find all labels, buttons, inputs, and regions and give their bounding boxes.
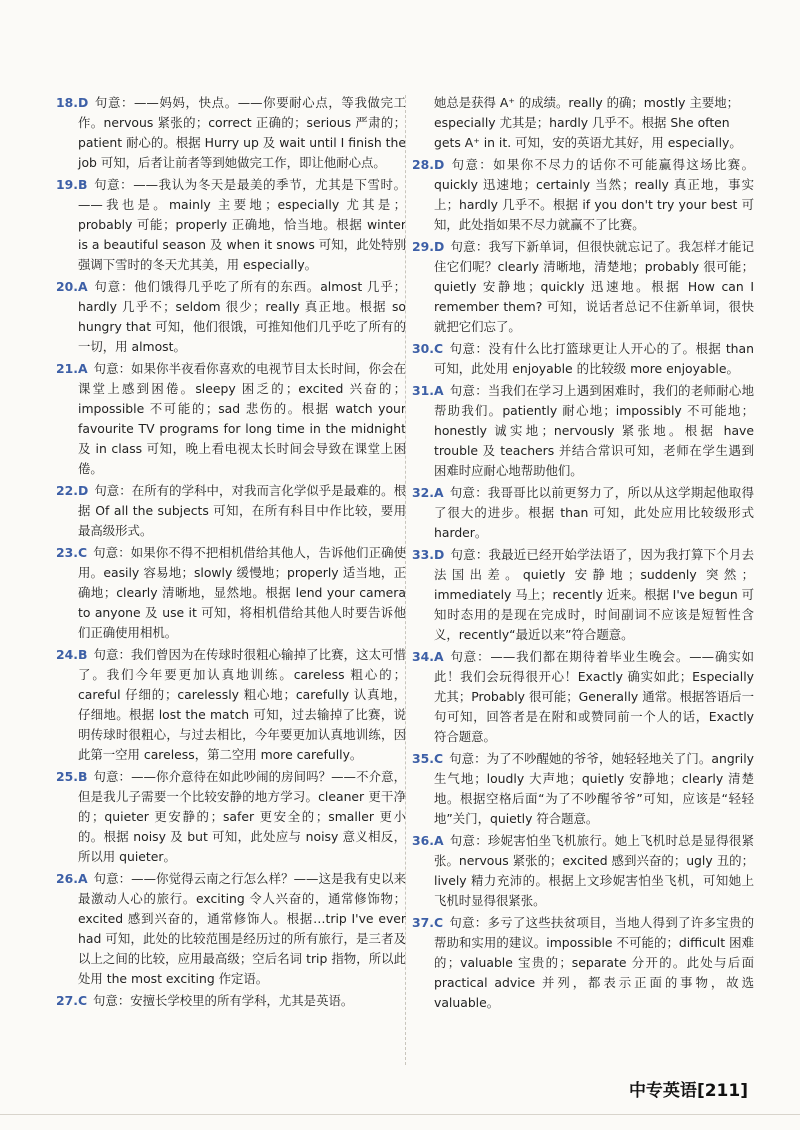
answer-entry bbox=[412, 483, 754, 543]
question-number: 29. bbox=[412, 239, 434, 254]
answer-entry bbox=[412, 381, 754, 481]
answer-letter: C bbox=[77, 545, 88, 560]
question-number: 30. bbox=[412, 341, 434, 356]
answer-entry bbox=[412, 913, 754, 1013]
answer-letter: A bbox=[433, 649, 444, 664]
answer-letter: A bbox=[77, 279, 88, 294]
answer-entry bbox=[412, 831, 754, 911]
question-number: 19. bbox=[56, 177, 78, 192]
answer-letter: B bbox=[77, 177, 88, 192]
answer-letter: A bbox=[77, 361, 88, 376]
explanation-text: 句意：——我认为冬天是最美的季节，尤其是下雪时。——我也是。mainly 主要地；especially 尤其是；probably 可能；properly 正确地，恰当地。根据 winter is a beautiful season 及 when it snows 可知，此处特别强调下雪时的冬天尤其美，用 especially。 bbox=[78, 177, 406, 272]
answer-entry bbox=[412, 647, 754, 747]
question-number: 18. bbox=[56, 95, 78, 110]
answer-entry bbox=[56, 543, 406, 643]
question-number: 31. bbox=[412, 383, 434, 398]
question-number: 26. bbox=[56, 871, 78, 886]
answer-letter: C bbox=[77, 993, 88, 1008]
explanation-text: 句意：如果你半夜看你喜欢的电视节目太长时间，你会在课堂上感到困倦。sleepy 困乏的；excited 兴奋的；impossible 不可能的；sad 悲伤的。根据 watch your favourite TV programs for long time in the midnight 及 in class 可知，晚上看电视太长时间会导致在课堂上困倦。 bbox=[78, 361, 406, 476]
question-number: 24. bbox=[56, 647, 78, 662]
question-number: 33. bbox=[412, 547, 434, 562]
question-number: 25. bbox=[56, 769, 78, 784]
right-column bbox=[412, 93, 754, 1015]
answer-letter: C bbox=[433, 751, 444, 766]
explanation-text: 句意：我写下新单词，但很快就忘记了。我怎样才能记住它们呢？clearly 清晰地，清楚地；probably 很可能；quietly 安静地；quickly 迅速地。根据 How can I remember them? 可知，说话者总记不住新单词，很快就把它们忘了。 bbox=[434, 239, 754, 334]
question-number: 27. bbox=[56, 993, 78, 1008]
question-number: 23. bbox=[56, 545, 78, 560]
explanation-text: 句意：他们饿得几乎吃了所有的东西。almost 几乎；hardly 几乎不；seldom 很少；really 真正地。根据 so hungry that 可知，他们很饿，可推知他们几乎吃了所有的一切，用 almost。 bbox=[78, 279, 406, 354]
explanation-text: 句意：没有什么比打篮球更让人开心的了。根据 than 可知，此处用 enjoyable 的比较级 more enjoyable。 bbox=[434, 341, 754, 376]
page-number-bracket-close: ] bbox=[740, 1081, 748, 1101]
question-number: 37. bbox=[412, 915, 434, 930]
question-number: 28. bbox=[412, 157, 434, 172]
answer-letter: D bbox=[433, 547, 445, 562]
answer-letter: D bbox=[77, 483, 89, 498]
answer-entry bbox=[56, 645, 406, 765]
page-footer bbox=[629, 1076, 748, 1101]
book-title: 中专英语 bbox=[628, 1081, 697, 1101]
answer-entry bbox=[56, 767, 406, 867]
question-number: 32. bbox=[412, 485, 434, 500]
explanation-text: 句意：当我们在学习上遇到困难时，我们的老师耐心地帮助我们。patiently 耐心地；impossibly 不可能地；honestly 诚实地；nervously 紧张地。根据 have trouble 及 teachers 并结合常识可知，老师在学生遇到困难时应耐心地帮助他们。 bbox=[434, 383, 754, 478]
continued-explanation: 她总是获得 A⁺ 的成绩。really 的确；mostly 主要地；especially 尤其是；hardly 几乎不。根据 She often gets A⁺ in it. 可知，安的英语尤其好，用 especially。 bbox=[434, 95, 742, 150]
explanation-text: 句意：珍妮害怕坐飞机旅行。她上飞机时总是显得很紧张。nervous 紧张的；excited 感到兴奋的；ugly 丑的；lively 精力充沛的。根据上文珍妮害怕坐飞机，可知她上飞机时显得很紧张。 bbox=[434, 833, 754, 908]
question-number: 22. bbox=[56, 483, 78, 498]
answer-letter: A bbox=[433, 833, 444, 848]
explanation-text: 句意：如果你不尽力的话你不可能赢得这场比赛。quickly 迅速地；certainly 当然；really 真正地，事实上；hardly 几乎不。根据 if you don't try your best 可知，此处指如果不尽力就赢不了比赛。 bbox=[434, 157, 754, 232]
answer-letter: D bbox=[77, 95, 89, 110]
explanation-text: 句意：我哥哥比以前更努力了，所以从这学期起他取得了很大的进步。根据 than 可知，此处应用比较级形式 harder。 bbox=[434, 485, 754, 540]
explanation-text: 句意：我最近已经开始学法语了，因为我打算下个月去法国出差。quietly 安静地；suddenly 突然；immediately 马上；recently 近来。根据 I've begun 可知时态用的是现在完成时，时间副词不应该是短暂性含义，recently“最近以来”符合题意。 bbox=[434, 547, 755, 642]
explanation-text: 句意：如果你不得不把相机借给其他人，告诉他们正确使用。easily 容易地；slowly 缓慢地；properly 适当地，正确地；clearly 清晰地，显然地。根据 lend your camera to anyone 及 use it 可知，将相机借给其他人时要告诉他们正确使用相机。 bbox=[78, 545, 406, 640]
explanation-text: 句意：我们曾因为在传球时很粗心输掉了比赛，这太可惜了。我们今年要更加认真地训练。careless 粗心的；careful 仔细的；carelessly 粗心地；carefully 认真地，仔细地。根据 lost the match 可知，过去输掉了比赛，说明传球时很粗心，与过去相比，今年要更加认真地训练，因此第一空用 careless，第二空用 more carefully。 bbox=[78, 647, 406, 762]
question-number: 36. bbox=[412, 833, 434, 848]
answer-entry bbox=[412, 237, 754, 337]
explanation-text: 句意：——你介意待在如此吵闹的房间吗？——不介意，但是我儿子需要一个比较安静的地方学习。cleaner 更干净的；quieter 更安静的；safer 更安全的；smaller 更小的。根据 noisy 及 but 可知，此处应与 noisy 意义相反，所以用 quieter。 bbox=[78, 769, 406, 864]
page-number-bracket-open: [ bbox=[696, 1081, 705, 1101]
explanation-text: 句意：为了不吵醒她的爷爷，她轻轻地关了门。angrily 生气地；loudly 大声地；quietly 安静地；clearly 清楚地。根据空格后面“为了不吵醒爷爷”可知，应该是“轻轻地”关门，quietly 符合题意。 bbox=[434, 751, 754, 826]
answer-letter: B bbox=[77, 769, 88, 784]
question-number: 34. bbox=[412, 649, 434, 664]
answer-entry bbox=[412, 155, 754, 235]
bottom-rule bbox=[0, 1114, 800, 1116]
explanation-text: 句意：——妈妈，快点。——你要耐心点，等我做完工作。nervous 紧张的；correct 正确的；serious 严肃的；patient 耐心的。根据 Hurry up 及 wait until I finish the job 可知，后者让前者等到她做完工作，即让他耐心点。 bbox=[78, 95, 406, 170]
answer-letter: B bbox=[77, 647, 88, 662]
answer-letter: C bbox=[433, 915, 444, 930]
answer-letter: A bbox=[77, 871, 88, 886]
answer-entry bbox=[56, 277, 406, 357]
answer-entry bbox=[412, 545, 754, 645]
answer-entry bbox=[56, 93, 406, 173]
answer-letter: A bbox=[433, 383, 444, 398]
answer-letter: C bbox=[433, 341, 444, 356]
explanation-text: 句意：安擅长学校里的所有学科，尤其是英语。 bbox=[93, 993, 354, 1008]
left-column bbox=[56, 93, 406, 1013]
explanation-text: 句意：在所有的学科中，对我而言化学似乎是最难的。根据 Of all the subjects 可知，在所有科目中作比较，要用最高级形式。 bbox=[78, 483, 406, 538]
explanation-text: 句意：——你觉得云南之行怎么样？——这是我有史以来最激动人心的旅行。exciting 令人兴奋的，通常修饰物；excited 感到兴奋的，通常修饰人。根据…trip I've ever had 可知，此处的比较范围是经历过的所有旅行，是三者及以上之间的比较，应用最高级；空后名词 trip 指物，所以此处用 the most exciting 作定语。 bbox=[78, 871, 406, 986]
answer-letter: D bbox=[433, 239, 445, 254]
question-number: 35. bbox=[412, 751, 434, 766]
explanation-text: 句意：——我们都在期待着毕业生晚会。——确实如此！我们会玩得很开心！Exactly 确实如此；Especially 尤其；Probably 很可能；Generally 通常。根据答语后一句可知，回答者是在附和或赞同前一个人的话，Exactly 符合题意。 bbox=[434, 649, 754, 744]
column-divider bbox=[405, 95, 406, 1065]
answer-letter: A bbox=[433, 485, 444, 500]
question-number: 21. bbox=[56, 361, 78, 376]
answer-entry bbox=[56, 991, 406, 1011]
question-number: 20. bbox=[56, 279, 78, 294]
answer-entry bbox=[412, 749, 754, 829]
answer-entry bbox=[56, 481, 406, 541]
answer-entry bbox=[412, 339, 754, 379]
answer-letter: D bbox=[433, 157, 445, 172]
answer-entry bbox=[56, 175, 406, 275]
answer-entry bbox=[56, 869, 406, 989]
answer-entry bbox=[56, 359, 406, 479]
page-number: 211 bbox=[704, 1081, 741, 1101]
explanation-text: 句意：多亏了这些扶贫项目，当地人得到了许多宝贵的帮助和实用的建议。impossible 不可能的；difficult 困难的；valuable 宝贵的；separate 分开的。此处与后面 practical advice 并列，都表示正面的事物，故选 valuable。 bbox=[434, 915, 754, 1010]
